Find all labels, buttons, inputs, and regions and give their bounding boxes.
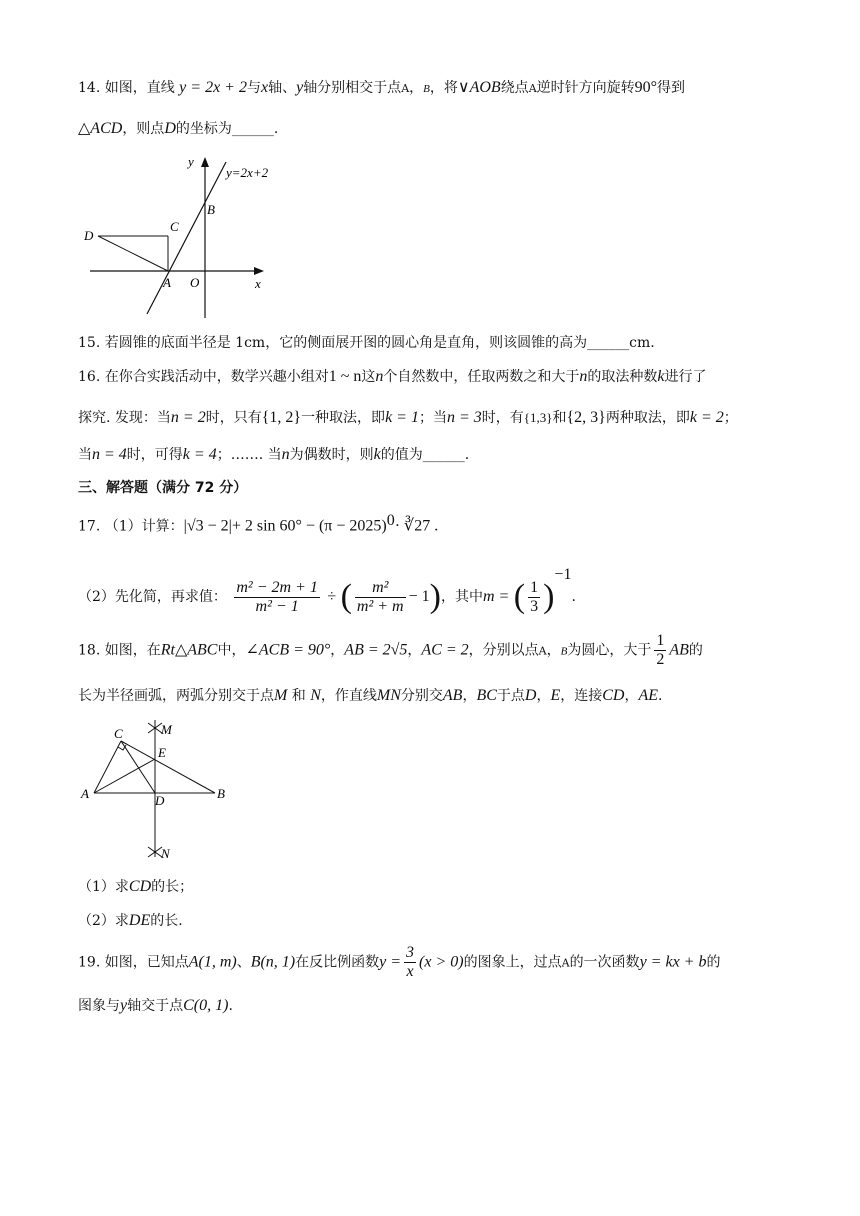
q16-text: 在你合实践活动中，数学兴趣小组对 (104, 369, 329, 385)
q18-text: ，连接 (560, 688, 603, 704)
q14-text: 的坐标为 (175, 121, 232, 137)
q17-exponent: 0 (386, 512, 395, 529)
q19-y-var: y (120, 997, 128, 1014)
q17-abs-expr: |√3 − 2| (183, 517, 232, 535)
q14-text: 轴分别相交于点 (303, 80, 402, 96)
q18-sub-text: 的长. (150, 913, 183, 929)
q19-text: 在反比例函数 (295, 954, 380, 971)
q16-line-3 (78, 444, 469, 466)
q18-label-n: N (161, 846, 170, 861)
q18-text: 分别交 (400, 688, 443, 704)
q17-text: ，其中 (440, 589, 483, 605)
q18-sub-2 (78, 910, 183, 932)
q16-text: 为偶数时，则 (289, 447, 374, 463)
q16-text: 进行了 (664, 369, 707, 385)
q17-m-eq: m = (482, 588, 510, 605)
q16-line-1 (78, 366, 706, 388)
q16-var-n: n (375, 368, 384, 385)
q16-k-value: k = 2 (689, 409, 724, 426)
q18-segment-bc: BC (476, 687, 497, 704)
q19-text: 19. 如图，已知点 (78, 954, 189, 971)
q18-line-2 (78, 685, 662, 707)
q18-sub-var: CD (128, 878, 152, 895)
q18-ac-length: AC = 2 (421, 641, 469, 659)
q16-number: 16. (78, 369, 101, 385)
fraction-numerator: 3 (406, 944, 415, 961)
q14-label-b: B (207, 202, 215, 217)
q19-text: 的图象上，过点 (463, 954, 562, 971)
q18-text: 长为半径画弧，两弧分别交于点 (78, 688, 274, 704)
q16-k-value: k = 4 (182, 446, 217, 463)
q18-sep: ， (546, 642, 561, 659)
q19-line-1 (78, 944, 720, 982)
q18-sub-var: DE (128, 912, 151, 929)
q14-sep: ， (409, 80, 424, 96)
fraction-denominator: x (406, 963, 414, 980)
q18-line-1 (78, 632, 703, 670)
q18-ab: AB (669, 641, 689, 659)
q14-label-o: O (190, 275, 200, 290)
q18-label-c: C (114, 726, 123, 741)
q18-segment-ab: AB (442, 687, 463, 704)
q18-sub-text: （2）求 (78, 913, 129, 929)
q18-triangle: Rt△ABC (160, 641, 218, 659)
q18-point-a: A (538, 644, 547, 658)
q14-label-line: y=2x+2 (226, 165, 269, 180)
q16-text: 这 (361, 369, 376, 385)
q18-sub-text: （1）求 (78, 879, 129, 895)
q14-answer-blank: ______. (231, 121, 279, 137)
q18-point-n: N (310, 687, 321, 704)
q14-line-2 (78, 118, 278, 140)
q14-triangle-acd: △ACD (78, 120, 123, 137)
q17-part-2: （2）先化简，再求值： $\frac{\text{m² − 2m + 1}}{\text{m² − 1}}$ ÷ ( $\frac{\text{m²}}{\text{m² + m}}$ − 1)，其中m = ( $\frac{1}{3}$ )$^{-1}$. (78, 566, 576, 615)
q16-condition: n = 2 (170, 409, 206, 426)
q14-label-y: y (188, 154, 194, 169)
q17-end: . (571, 589, 576, 605)
fraction-denominator: 3 (530, 597, 539, 615)
q17-divide: ÷ (327, 588, 337, 605)
q16-text: 的取法种数 (587, 369, 658, 385)
q19-text: 图象与 (78, 998, 120, 1014)
fraction-numerator: m² − 2m + 1 (236, 578, 318, 596)
q19-point-c: C(0, 1) (183, 997, 229, 1014)
q14-label-x: x (255, 276, 261, 291)
q19-text: 的一次函数 (569, 954, 640, 971)
q16-set: {2, 3} (566, 409, 606, 426)
q17-prefix: 17. （1）计算： (78, 518, 184, 535)
q18-end: . (658, 688, 663, 704)
q17-fraction-3 (528, 579, 540, 616)
q18-angle: ∠ACB = 90° (245, 641, 331, 659)
q19-line-2 (78, 995, 233, 1017)
q14-x-var: x (260, 79, 269, 96)
q18-line-mn: MN (376, 687, 401, 704)
q18-point-m: M (274, 687, 288, 704)
q14-line-1 (78, 77, 685, 100)
q16-var-n: n (281, 446, 290, 463)
fraction-numerator: 1 (530, 578, 539, 596)
q16-var-k: k (373, 446, 381, 463)
q18-half (654, 632, 666, 669)
q18-text: 18. 如图，在 (78, 642, 161, 659)
q19-condition: (x > 0) (419, 953, 464, 971)
fraction-denominator: 2 (656, 651, 665, 668)
q19-sep: 、 (236, 954, 251, 971)
q16-text: 两种取法，即 (605, 410, 690, 426)
q17-expr: + 2 sin 60° − (π − 2025) (231, 517, 387, 535)
q19-point-b: B(n, 1) (250, 953, 296, 971)
q17-expr: · ∛27 . (394, 517, 439, 535)
q18-text: ，分别以点 (468, 642, 539, 659)
q14-angle: 90° (634, 79, 658, 96)
q18-label-b: B (217, 786, 225, 801)
q14-label-d: D (84, 228, 94, 243)
q14-text: 绕点 (500, 80, 529, 96)
q18-label-e: E (158, 745, 166, 760)
q14-figure (80, 150, 290, 322)
q16-var-k: k (657, 368, 665, 385)
q18-text: 的 (688, 642, 703, 659)
q16-line-2 (78, 407, 738, 429)
q16-text: 一种取法，即 (301, 410, 386, 426)
q16-text: 时，可得 (126, 447, 183, 463)
q14-text: ，将 (429, 80, 458, 96)
fraction-denominator: m² − 1 (255, 597, 299, 615)
q17-part-1 (78, 510, 438, 538)
q14-y-var: y (296, 79, 304, 96)
q16-text: ；……. 当 (216, 447, 282, 463)
q16-text: ；当 (418, 410, 447, 426)
q16-text: 当 (78, 447, 92, 463)
q18-point-d: D (524, 687, 537, 704)
fraction-numerator: m² (355, 579, 406, 598)
q18-point-b: B (560, 645, 568, 658)
q18-sub-1 (78, 876, 193, 898)
q14-y-arrow (201, 157, 209, 167)
q16-text: 的值为______. (380, 447, 470, 463)
q14-text: ，则点 (122, 121, 165, 137)
section-3-title (78, 477, 247, 499)
q14-text: 得到 (657, 80, 686, 96)
q19-y-eq: y = (379, 953, 402, 971)
q18-sep: ， (462, 688, 477, 704)
q19-text: 轴交于点 (127, 998, 184, 1014)
q14-label-c: C (170, 219, 179, 234)
q15 (78, 332, 655, 354)
q18-figure (78, 712, 248, 864)
q16-condition: n = 4 (92, 446, 127, 463)
q14-label-a: A (163, 275, 171, 290)
q16-var-n: n (579, 368, 588, 385)
fraction-numerator: 1 (656, 632, 665, 649)
q14-point-a: A (528, 82, 537, 95)
q14-line (147, 162, 226, 314)
q16-text: 个自然数中，任取两数之和大于 (383, 369, 580, 385)
q18-label-a: A (81, 786, 89, 801)
q17-exponent: −1 (554, 566, 572, 583)
q16-text: 时，只有 (205, 410, 262, 426)
q18-text: 为圆心，大于 (567, 642, 652, 659)
q16-condition: n = 3 (446, 409, 482, 426)
q18-right-angle-mark (118, 745, 126, 750)
q18-label-m: M (161, 722, 172, 737)
q14-point-a: A (401, 82, 410, 95)
q15-text: 15. 若圆锥的底面半径是 1cm，它的侧面展开图的圆心角是直角，则该圆锥的高为______cm. (78, 335, 655, 351)
q14-point-d: D (164, 120, 176, 137)
q16-text: 探究. 发现：当 (78, 410, 171, 426)
q18-sep: ， (330, 642, 345, 659)
q18-text: ，作直线 (320, 688, 377, 704)
q16-text: 和 (552, 410, 567, 426)
q18-segment-cd-line (121, 741, 155, 793)
q18-segment-cb-line (121, 741, 215, 793)
q14-text: 如图，直线 (104, 80, 175, 96)
q16-text: 时，有 (481, 410, 524, 426)
q16-range: 1 ~ n (328, 368, 362, 385)
q14-text: 逆时针方向旋转 (536, 80, 635, 96)
q18-ab-length: AB = 2√5 (344, 641, 408, 659)
q18-text: 中， (217, 642, 246, 659)
q14-line-equation: y = 2x + 2 (179, 79, 247, 96)
q19-point-a-small: A (561, 956, 570, 970)
q18-sep: ， (624, 688, 639, 704)
q18-segment-cd: CD (602, 687, 625, 704)
q17-fraction-1 (234, 579, 320, 616)
q18-label-d: D (155, 793, 165, 808)
q18-sub-text: 的长； (151, 879, 194, 895)
q19-linear: y = kx + b (639, 953, 707, 971)
q14-point-b: B (423, 83, 430, 95)
q19-text: 的 (706, 954, 721, 971)
q18-sep: ， (536, 688, 551, 704)
fraction-denominator: m² + m (356, 597, 404, 615)
q18-segment-ae: AE (638, 687, 659, 704)
q19-point-a: A(1, m) (188, 953, 237, 971)
q18-text: 和 (291, 688, 306, 704)
q16-set: {1, 2} (261, 409, 302, 426)
q16-text: ； (723, 410, 738, 426)
q14-number: 14. (78, 80, 101, 96)
q14-text: 与 (246, 80, 261, 96)
q16-set: {1,3} (523, 410, 553, 425)
q18-text: 于点 (496, 688, 525, 704)
q18-sep: ， (407, 642, 422, 659)
q17-fraction-2 (355, 579, 406, 616)
q16-k-value: k = 1 (385, 409, 419, 426)
q17-minus-one: − 1 (408, 588, 430, 605)
q18-point-e: E (550, 687, 561, 704)
q19-end: . (228, 998, 233, 1014)
q14-segment-da (98, 236, 168, 271)
q19-fraction (404, 944, 416, 981)
section-title: 三、解答题（满分 72 分） (78, 480, 248, 496)
q14-triangle-aob: ∨AOB (457, 79, 501, 96)
q14-x-arrow (254, 267, 264, 275)
q14-text: 轴、 (268, 80, 297, 96)
q17-prefix: （2）先化简，再求值： (78, 589, 227, 605)
